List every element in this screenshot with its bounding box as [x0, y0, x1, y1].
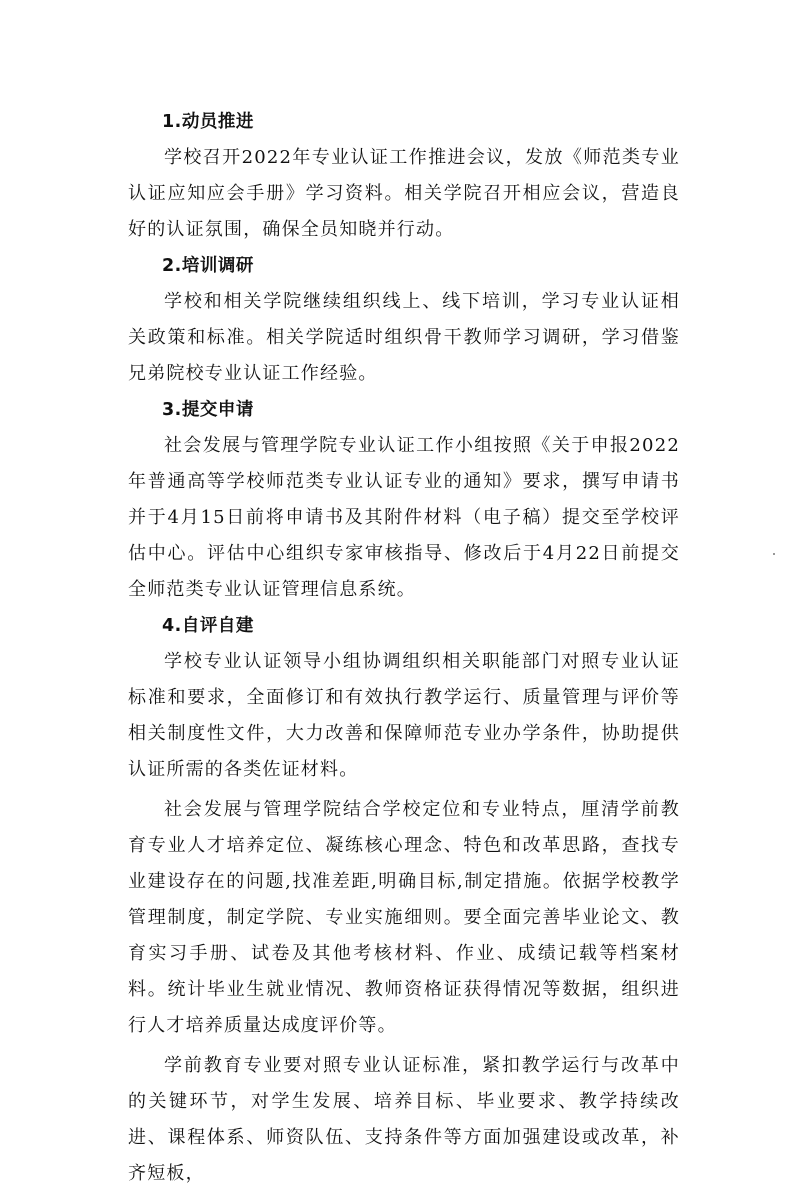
section-2-paragraph-1: 学校和相关学院继续组织线上、线下培训，学习专业认证相关政策和标准。相关学院适时组织骨干教师学习调研，学习借鉴兄弟院校专业认证工作经验。 — [128, 291, 680, 384]
scan-speck — [773, 553, 775, 555]
section-4-paragraph-3: 学前教育专业要对照专业认证标准，紧扣教学运行与改革中的关键环节，对学生发展、培养目标、毕业要求、教学持续改进、课程体系、师资队伍、支持条件等方面加强建设或改革，补齐短板， — [128, 1055, 680, 1184]
section-3-paragraph-1: 社会发展与管理学院专业认证工作小组按照《关于申报2022年普通高等学校师范类专业认证专业的通知》要求，撰写申请书并于4月15日前将申请书及其附件材料（电子稿）提交至学校评估中心。评估中心组织专家审核指导、修改后于4月22日前提交全师范类专业认证管理信息系统。 — [128, 435, 680, 600]
section-4-paragraph-1: 学校专业认证领导小组协调组织相关职能部门对照专业认证标准和要求，全面修订和有效执行教学运行、质量管理与评价等相关制度性文件，大力改善和保障师范专业办学条件，协助提供认证所需的各类佐证材料。 — [128, 651, 680, 780]
section-heading-2: 2.培训调研 — [162, 256, 254, 276]
section-4-paragraph-2: 社会发展与管理学院结合学校定位和专业特点，厘清学前教育专业人才培养定位、凝练核心理念、特色和改革思路，查找专业建设存在的问题,找准差距,明确目标,制定措施。依据学校教学管理制度，制定学院、专业实施细则。要全面完善毕业论文、教育实习手册、试卷及其他考核材料、作业、成绩记载等档案材料。统计毕业生就业情况、教师资格证获得情况等数据，组织进行人才培养质量达成度评价等。 — [128, 799, 680, 1036]
section-heading-4: 4.自评自建 — [162, 616, 254, 636]
section-heading-3: 3.提交申请 — [162, 400, 254, 420]
section-heading-1: 1.动员推进 — [162, 112, 254, 132]
section-1-paragraph-1: 学校召开2022年专业认证工作推进会议，发放《师范类专业认证应知应会手册》学习资料。相关学院召开相应会议，营造良好的认证氛围，确保全员知晓并行动。 — [128, 147, 680, 240]
document-body — [128, 104, 680, 1192]
